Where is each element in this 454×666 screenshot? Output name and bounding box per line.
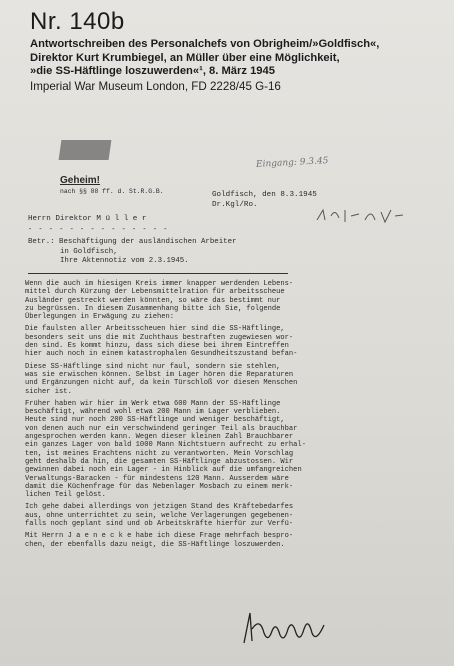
document-header [30, 8, 450, 94]
body-line: Die faulsten aller Arbeitsscheuen hier sind die SS-Häftlinge, [25, 325, 285, 334]
body-line: was sie erwischen können. Selbst im Lager hören die Reparaturen [25, 370, 294, 379]
body-line: ten, ist meines Erachtens nicht zu verantworten. Mein Vorschlag [25, 449, 294, 458]
body-line: Mit Herrn J a e n e c k e habe ich diese Frage mehrfach bespro- [25, 532, 294, 541]
letter-date: Goldfisch, den 8.3.1945 [212, 191, 317, 199]
paragraph [25, 532, 445, 549]
letter-reference: Dr.Kgl/Ro. [212, 201, 258, 209]
body-line: Diese SS-Häftlinge sind nicht nur faul, sondern sie stehlen, [25, 362, 281, 371]
subject-line: Betr.: Beschäftigung der ausländischen Arbeiter [28, 238, 237, 246]
body-line: geht deshalb da hin, die gesamten SS-Häftlinge abzustossen. Wir [25, 457, 294, 466]
document-title [30, 38, 450, 79]
subject-line: Ihre Aktennotiz vom 2.3.1945. [60, 257, 189, 266]
body-line: besonders seit uns die mit Zuchthaus bestraften zugewiesen wor- [25, 333, 294, 342]
body-line: den sind. Es kommt hinzu, dass sich diese bei ihrem Eintreffen [25, 342, 289, 351]
body-line: ein ganzes Lager von bald 1000 Mann Nichtstuern aufrecht zu erhal- [25, 441, 306, 450]
body-line: von denen auch nur ein verschwindend geringer Teil als brauchbar [25, 424, 298, 433]
document-source: Imperial War Museum London, FD 2228/45 G-16 [30, 79, 281, 93]
subject-line: in Goldfisch, [60, 247, 118, 256]
body-line: beschäftigt, während wohl etwa 200 Mann im Lager verblieben. [25, 408, 281, 417]
body-line: hier auch noch in einem katastrophalen Gesundheitszustand befan- [25, 350, 298, 359]
recipient-underline: - - - - - - - - - - - - - - [28, 226, 169, 234]
title-line: Direktor Kurt Krumbiegel, an Müller über eine Möglichkeit, [30, 51, 340, 64]
subject-block [28, 238, 236, 267]
paragraph [25, 503, 445, 528]
body-line: aus, ohne unterrichtet zu sein, welche Verlagerungen gegebenen- [25, 511, 294, 520]
paragraph [25, 363, 445, 396]
classification-label: Geheim! [60, 175, 101, 186]
body-line: falls noch geplant sind und ob Arbeitskräfte hierfür zur Verfü- [25, 520, 294, 529]
paragraph [25, 400, 445, 500]
body-line: Verwaltungs-Baracken - für mindestens 120 Mann. Ausserdem wäre [25, 474, 289, 483]
handwritten-signature [238, 603, 328, 651]
body-line: Überlegungen in Erwägung zu ziehen: [25, 313, 174, 322]
document-number: Nr. 140b [30, 8, 125, 35]
handwritten-initials [315, 206, 405, 226]
recipient: Herrn Direktor M ü l l e r [28, 215, 147, 223]
body-line: mittel durch Kürzung der Lebensmittelration für arbeitsscheue [25, 288, 285, 297]
body-line: Früher haben wir hier im Werk etwa 600 Mann der SS-Häftlinge [25, 399, 281, 408]
received-stamp: Eingang: 9.3.45 [255, 156, 329, 170]
letterhead-redaction [59, 140, 112, 160]
body-line: lichen Teil gelöst. [25, 491, 106, 500]
body-line: Wenn die auch im hiesigen Kreis immer knapper werdenden Lebens- [25, 280, 294, 288]
body-line: gewinnen dabei noch ein Lager - in Hinblick auf die umfangreichen [25, 466, 302, 475]
body-line: angesprochen werden kann. Wegen dieser kleinen Zahl Brauchbarer [25, 433, 294, 442]
body-line: Ausländer gestreckt werden könnten, so wäre das bestimmt nur [25, 296, 281, 305]
body-line: damit die Küchenfrage für das Nebenlager Mosbach zu einem merk- [25, 482, 294, 491]
body-line: zu begrüssen. In diesem Zusammenhang bitte ich Sie, folgende [25, 304, 281, 313]
paragraph [25, 325, 445, 358]
body-line: Ich gehe dabei allerdings von jetzigen Stand des Kräftebedarfes [25, 503, 294, 512]
paragraph [25, 280, 445, 321]
classification-reference: nach §§ 88 ff. d. St.R.G.B. [60, 188, 164, 195]
body-line: Heute sind nur noch 200 SS-Häftlinge und weniger beschäftigt, [25, 416, 285, 425]
body-line: und Ergänzungen nicht auf, da kein Türschloß vor diesen Menschen [25, 379, 298, 388]
title-line: »die SS-Häftlinge loszuwerden«¹, 8. März 1945 [30, 65, 275, 78]
body-line: chen, der ebenfalls dazu neigt, die SS-Häftlinge loszuwerden. [25, 540, 285, 549]
body-line: sicher ist. [25, 387, 72, 396]
title-line: Antwortschreiben des Personalchefs von Obrigheim/»Goldfisch«, [30, 38, 380, 50]
letter-facsimile [20, 140, 450, 666]
subject-rule [28, 273, 288, 274]
letter-body [25, 280, 445, 553]
